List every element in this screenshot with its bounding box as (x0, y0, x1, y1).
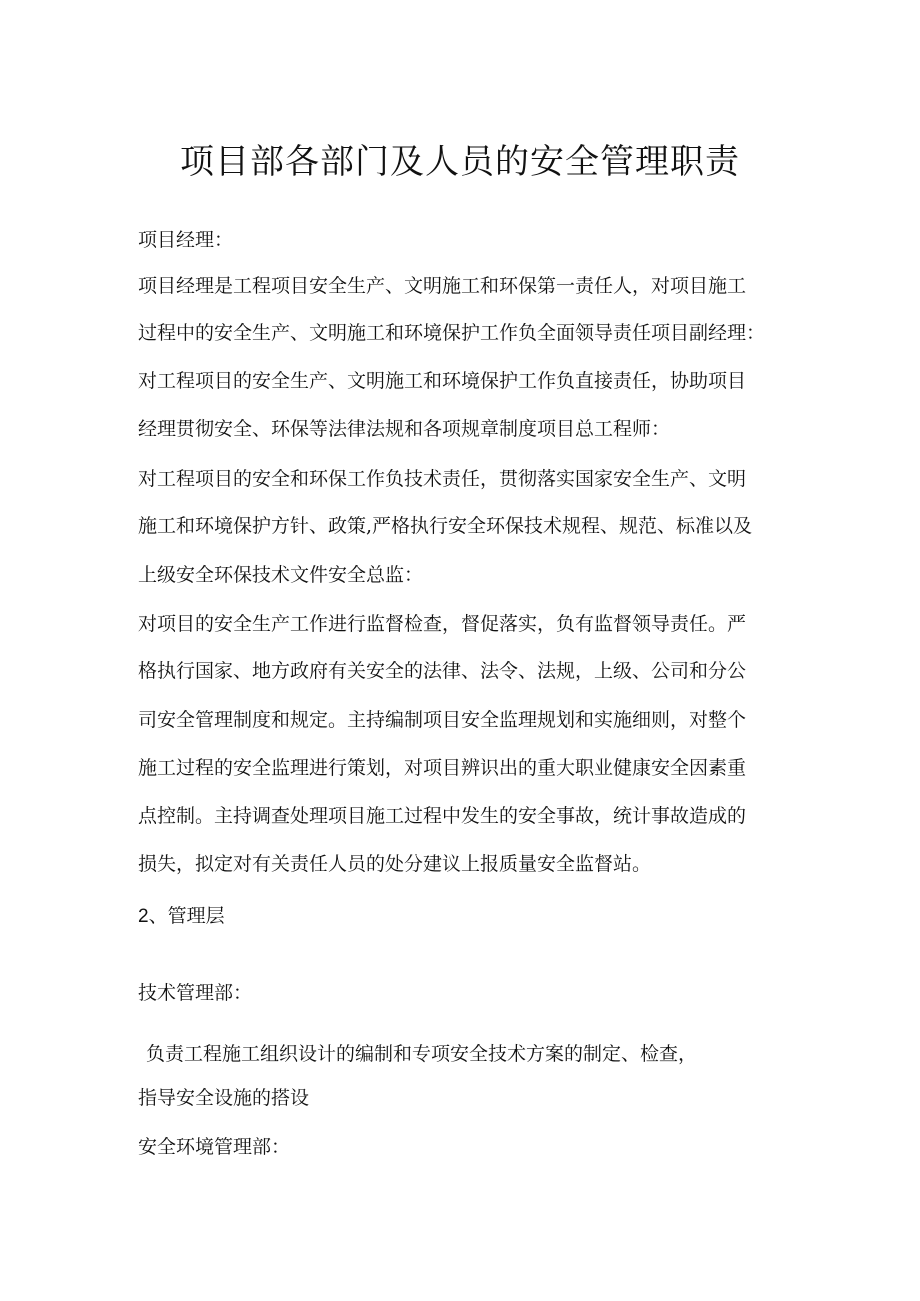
text-line: 上级安全环保技术文件安全总监： (138, 564, 424, 586)
text-line: 项目经理： (138, 229, 234, 251)
text-line: 对项目的安全生产工作进行监督检查，督促落实，负有监督领导责任。严 (138, 613, 747, 635)
text-line: 损失，拟定对有关责任人员的处分建议上报质量安全监督站。 (138, 853, 652, 875)
text-line: 负责工程施工组织设计的编制和专项安全技术方案的制定、检查， (146, 1043, 698, 1065)
text-line: 司安全管理制度和规定。主持编制项目安全监理规划和实施细则，对整个 (138, 709, 747, 731)
text-line: 对工程项目的安全和环保工作负技术责任，贯彻落实国家安全生产、文明 (138, 468, 747, 490)
subsection-heading: 安全环境管理部： (138, 1136, 291, 1158)
text-line: 施工过程的安全监理进行策划，对项目辨识出的重大职业健康安全因素重 (138, 757, 747, 779)
text-line: 格执行国家、地方政府有关安全的法律、法令、法规，上级、公司和分公 (138, 660, 747, 682)
text-line: 施工和环境保护方针、政策,严格执行安全环保技术规程、规范、标准以及 (138, 515, 753, 537)
text-line: 点控制。主持调查处理项目施工过程中发生的安全事故，统计事故造成的 (138, 805, 747, 827)
document-title: 项目部各部门及人员的安全管理职责 (180, 142, 740, 182)
subsection-heading: 技术管理部： (138, 982, 253, 1004)
text-line: 项目经理是工程项目安全生产、文明施工和环保第一责任人，对项目施工 (138, 275, 747, 297)
section-heading: 2、管理层 (138, 906, 225, 927)
text-line: 指导安全设施的搭设 (138, 1087, 310, 1109)
text-line: 过程中的安全生产、文明施工和环境保护工作负全面领导责任项目副经理： (138, 322, 766, 344)
text-line: 对工程项目的安全生产、文明施工和环境保护工作负直接责任，协助项目 (138, 370, 747, 392)
text-line: 经理贯彻安全、环保等法律法规和各项规章制度项目总工程师： (138, 418, 671, 440)
